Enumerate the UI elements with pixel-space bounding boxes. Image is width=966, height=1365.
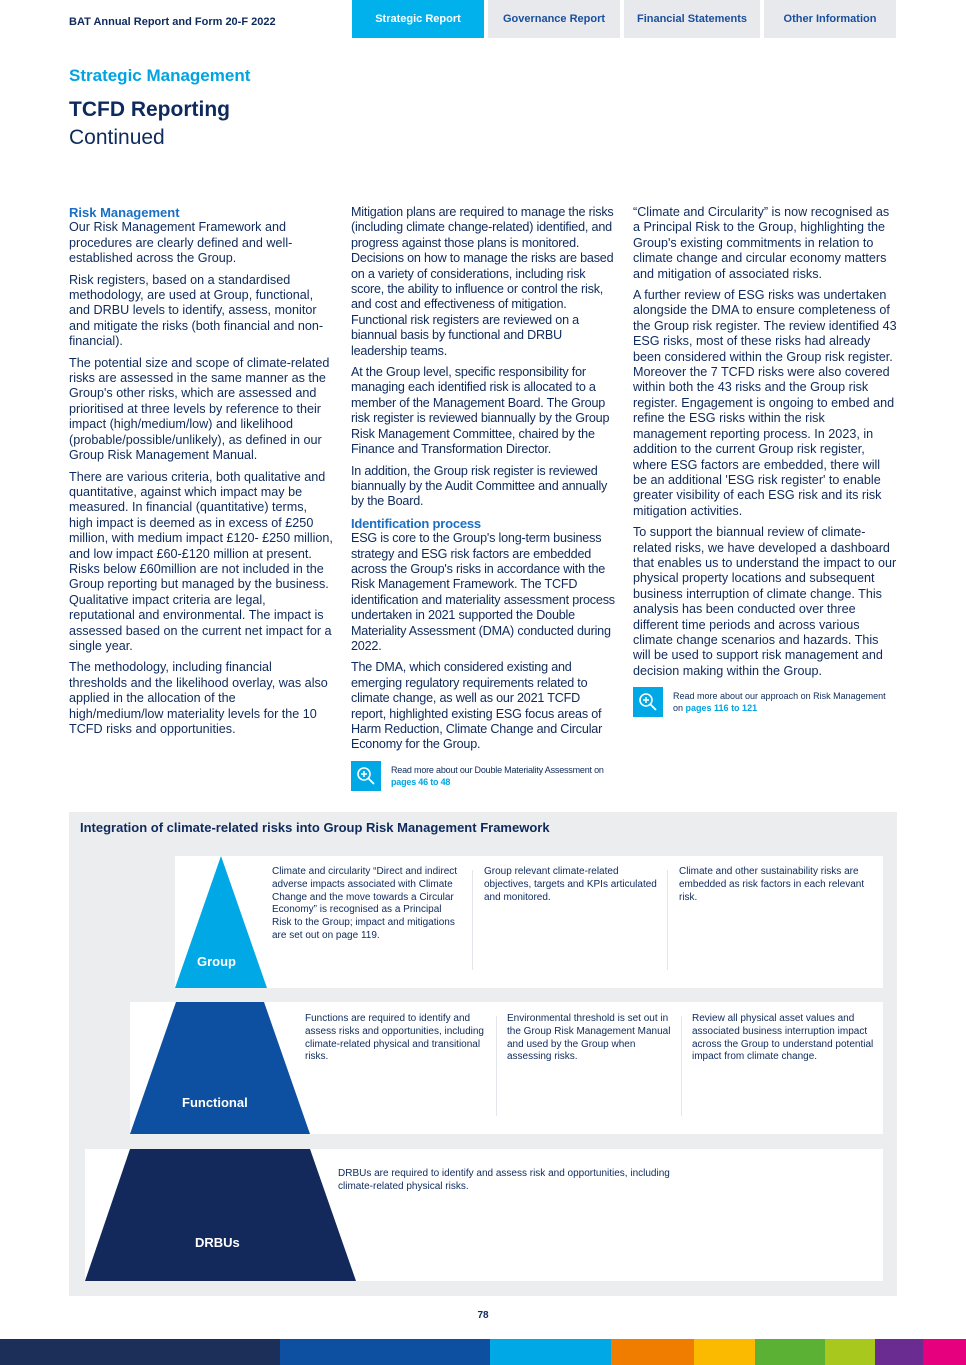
color-segment: [490, 1339, 611, 1365]
divider: [681, 1016, 682, 1116]
report-title: BAT Annual Report and Form 20-F 2022: [69, 16, 276, 28]
page-subtitle: Continued: [69, 126, 165, 149]
tier-group-cell: Climate and circularity “Direct and indirect adverse impacts associated with Climate Change and the move towards a Circular Economy” is recognised as a Principal Risk to the Group; impact and mitigations are set out on page 119.: [272, 866, 458, 941]
color-segment: [611, 1339, 694, 1365]
tier-functional-cell: Review all physical asset values and associated business interruption impact across the Group to understand potential impact from climate change.: [692, 1013, 874, 1063]
divider: [667, 870, 668, 970]
paragraph: At the Group level, specific responsibility for managing each identified risk is allocated to a member of the Management Board. The Group risk register is reviewed biannually by the Group Risk Management Committee, chaired by the Finance and Transformation Director.: [351, 365, 610, 457]
page-number: 78: [477, 1310, 489, 1321]
color-segment: [694, 1339, 755, 1365]
read-more-dma[interactable]: [351, 761, 615, 791]
page-title: TCFD Reporting: [69, 98, 230, 121]
heading-identification-process: Identification process: [351, 515, 481, 531]
paragraph: The potential size and scope of climate-related risks are assessed in the same manner as the Group's other risks, which are assessed and prioritised at three levels by reference to their impact (high/medium/low) and likelihood (probable/possible/unlikely), as defined in our Group Risk Management Manual.: [69, 355, 330, 463]
tier-group-label: Group: [197, 954, 236, 969]
read-more-risk-management[interactable]: [633, 687, 897, 717]
color-segment: [755, 1339, 825, 1365]
color-segment: [923, 1339, 966, 1365]
color-segment: [0, 1339, 280, 1365]
paragraph: Our Risk Management Framework and procedures are clearly defined and well-established across the Group.: [69, 220, 293, 266]
color-segment: [875, 1339, 923, 1365]
pages-link[interactable]: pages 116 to 121: [685, 703, 758, 714]
paragraph: ESG is core to the Group's long-term business strategy and ESG risk factors are embedded across the Group's risks in accordance with the Risk Management Framework. The TCFD identification and materiality assessment process undertaken in 2021 supported the Double Materiality Assessment (DMA) conducted during 2022.: [351, 531, 615, 653]
divider: [472, 870, 473, 970]
section-label: Strategic Management: [69, 66, 251, 85]
tier-functional-cell: Functions are required to identify and assess risks and opportunities, including climate-related physical and transitional risks.: [305, 1013, 484, 1063]
pages-link[interactable]: pages 46 to 48: [391, 776, 451, 787]
tab-governance-report[interactable]: Governance Report: [488, 0, 620, 38]
paragraph: Mitigation plans are required to manage the risks (including climate change-related) identified, and progress against those plans is monitored. Decisions on how to manage the risks are based on a variety of considerations, including risk score, the ability to influence or control the risk, and cost and effectiveness of mitigation. Functional risk registers are reviewed on a biannual basis by functional and DRBU leadership teams.: [351, 205, 614, 358]
top-navigation: [0, 0, 966, 38]
tier-functional-label: Functional: [182, 1095, 248, 1110]
tab-financial-statements[interactable]: Financial Statements: [624, 0, 760, 38]
read-more-text: [391, 761, 615, 788]
read-more-label: Read more about our approach on Risk Management on: [673, 691, 886, 714]
heading-risk-management: Risk Management: [69, 205, 180, 220]
magnify-plus-icon: [633, 687, 663, 717]
column-risk-management: [69, 205, 333, 743]
divider: [496, 1016, 497, 1116]
color-segment: [825, 1339, 875, 1365]
paragraph: Risk registers, based on a standardised methodology, are used at Group, functional, and DRBU levels to identify, assess, monitor and mitigate the risks (both financial and non-financial).: [69, 272, 324, 349]
tier-group-cell: Climate and other sustainability risks are embedded as risk factors in each relevant risk.: [679, 866, 865, 903]
paragraph: To support the biannual review of climate-related risks, we have developed a dashboard that enables us to understand the impact to our physical property locations and subsequent business interruption of climate change. This analysis has been conducted over three different time periods and across various climate change scenarios and hazards. This will be used to support risk management and decision making within the Group.: [633, 525, 897, 678]
column-esg-risks: [633, 205, 897, 717]
paragraph: “Climate and Circularity” is now recognised as a Principal Risk to the Group, highlighting the Group's existing commitments in relation to climate change and circular economy matters and mitigation of associated risks.: [633, 205, 890, 281]
color-segment: [280, 1339, 490, 1365]
paragraph: There are various criteria, both qualitative and quantitative, against which impact may be measured. In financial (quantitative) terms, high impact is deemed as in excess of £250 million, with medium impact £120- £250 million, and low impact £60-£120 million at present. Risks below £60million are not included in the Group reporting but managed by the business. Qualitative impact criteria are legal, reputational and environmental. The impact is assessed based on the current net impact for a single year.: [69, 469, 333, 653]
read-more-label: Read more about our Double Materiality Assessment on: [391, 764, 604, 775]
paragraph: The DMA, which considered existing and emerging regulatory requirements related to climate change, as well as our 2021 TCFD report, highlighted existing ESG focus areas of Harm Reduction, Climate Change and Circular Economy for the Group.: [351, 660, 603, 752]
tier-functional-cell: Environmental threshold is set out in the Group Risk Management Manual and used by the Group when assessing risks.: [507, 1013, 671, 1063]
footer-color-bar: [0, 1339, 966, 1365]
framework-title: Integration of climate-related risks into Group Risk Management Framework: [80, 820, 550, 835]
paragraph: The methodology, including financial thresholds and the likelihood overlay, was also applied in the allocation of the high/medium/low materiality levels for the 10 TCFD risks and opportunities.: [69, 660, 328, 736]
paragraph: A further review of ESG risks was undertaken alongside the DMA to ensure completeness of the Group risk register. The review identified 43 ESG risks, most of these risks had already been considered within the Group risk register. Moreover the 7 TCFD risks were also covered within both the 43 risks and the Group risk register. Engagement is ongoing to embed and refine the ESG risks within the risk management reporting process. In 2023, in addition to the current Group risk register, where ESG factors are embedded, there will be an additional 'ESG risk register' to enable greater visibility of each ESG risk and its risk mitigation activities.: [633, 288, 897, 518]
tier-group-cell: Group relevant climate-related objectives, targets and KPIs articulated and monitored.: [484, 866, 657, 903]
tier-functional-shape: [130, 1002, 310, 1134]
read-more-text: [673, 687, 897, 714]
section-tabs: [352, 0, 896, 38]
framework-panel: [69, 812, 897, 1296]
paragraph: In addition, the Group risk register is reviewed biannually by the Audit Committee and annually by the Board.: [351, 463, 608, 509]
tier-drbus-shape: [85, 1149, 356, 1281]
tier-drbus-label: DRBUs: [195, 1235, 240, 1250]
tab-other-information[interactable]: Other Information: [764, 0, 896, 38]
magnify-plus-icon: [351, 761, 381, 791]
column-identification: [351, 205, 615, 791]
tab-strategic-report[interactable]: Strategic Report: [352, 0, 484, 38]
tier-drbus-cell: DRBUs are required to identify and assess risk and opportunities, including climate-related physical risks.: [338, 1168, 670, 1192]
